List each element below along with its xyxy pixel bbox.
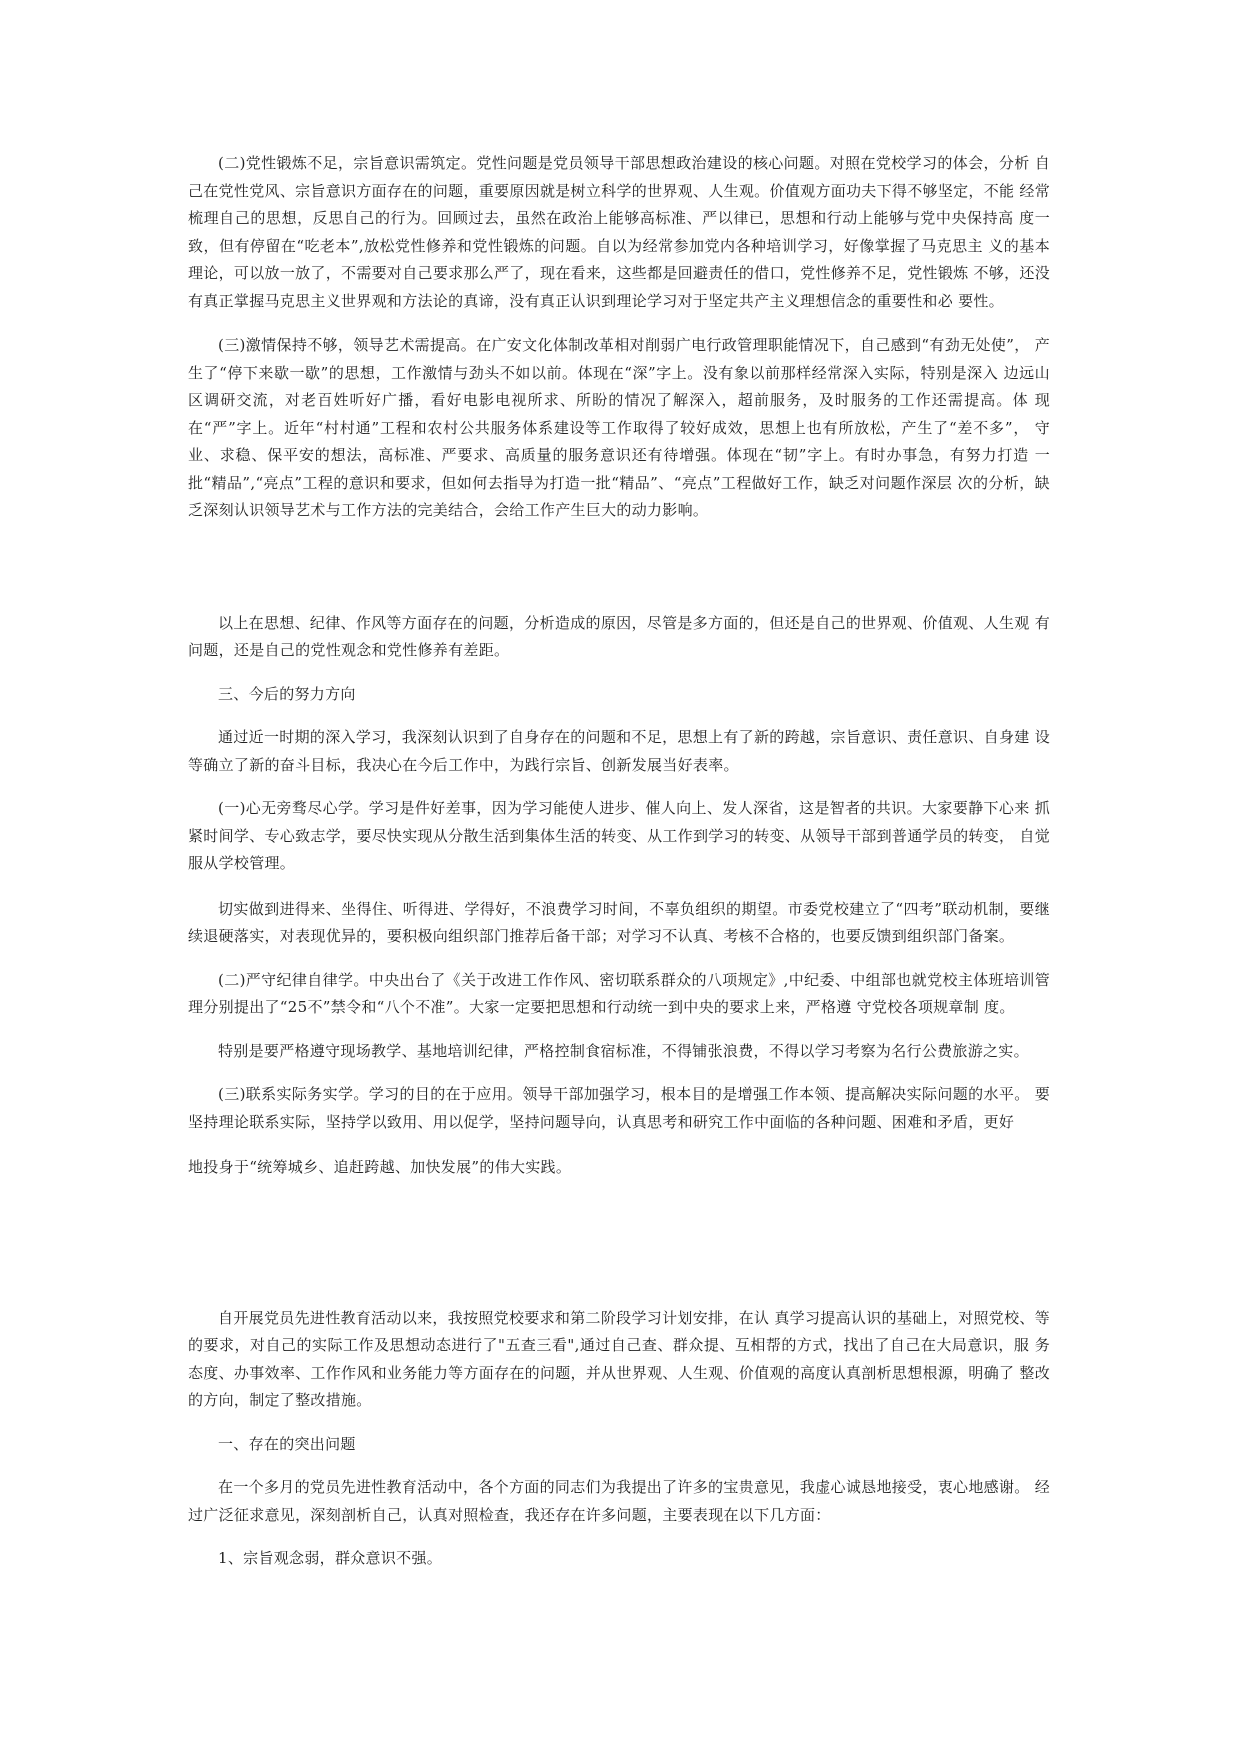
paragraph-summary: 以上在思想、纪律、作风等方面存在的问题，分析造成的原因，尽管是多方面的，但还是自己的世界观、价值观、人生观 有问题，还是自己的党性观念和党性修养有差距。 (188, 613, 1050, 659)
paragraph-discipline: (二)严守纪律自律学。中央出台了《关于改进工作作风、密切联系群众的八项规定》,中纪委、中组部也就党校主体班培训管理分别提出了“25不”禁令和“八个不准”。大家一定要把思想和行动统一到中央的要求上来，严格遵 守党校各项规章制 度。 (188, 970, 1050, 1016)
section-heading-existing-problems: 一、存在的突出问题 (218, 1434, 356, 1453)
paragraph-continuation: 地投身于“统筹城乡、追赶跨越、加快发展”的伟大实践。 (188, 1158, 572, 1176)
paragraph-practical-study: 切实做到进得来、坐得住、听得进、学得好，不浪费学习时间，不辜负组织的期望。市委党校建立了“四考”联动机制，要继续退硬落实，对表现优异的，要积极向组织部门推荐后备干部；对学习不认真、考核不合格的，也要反馈到组织部门备案。 (188, 899, 1050, 945)
paragraph-deep-study: 通过近一时期的深入学习，我深刻认识到了自身存在的问题和不足，思想上有了新的跨越，宗旨意识、责任意识、自身建 设等确立了新的奋斗目标，我决心在今后工作中，为践行宗旨、创新发展当好表率。 (188, 728, 1050, 774)
paragraph-opinions: 在一个多月的党员先进性教育活动中，各个方面的同志们为我提出了许多的宝贵意见，我虚心诚恳地接受，衷心地感谢。 经过广泛征求意见，深刻剖析自己，认真对照检查，我还存在许多问题，主要表现在以下几方面： (188, 1478, 1050, 1524)
paragraph-apply-practice: (三)联系实际务实学。学习的目的在于应用。领导干部加强学习，根本目的是增强工作本领、提高解决实际问题的水平。 要坚持理论联系实际，坚持学以致用、用以促学，坚持问题导向，认真思考和研究工作中面临的各种问题、困难和矛盾，更好 (188, 1085, 1050, 1131)
paragraph-focused-study: (一)心无旁骛尽心学。学习是件好差事，因为学习能使人进步、催人向上、发人深省，这是智者的共识。大家要静下心来 抓紧时间学、专心致志学，要尽快实现从分散生活到集体生活的转变、从工作到学习的转变、从领导干部到普通学员的转变， 自觉服从学校管理。 (188, 799, 1050, 872)
paragraph-passion: (三)激情保持不够，领导艺术需提高。在广安文化体制改革相对削弱广电行政管理职能情况下，自己感到“有劲无处使”， 产生了“停下来歇一歇”的思想，工作激情与劲头不如以前。体现在“深”字上。没有象以前那样经常深入实际，特别是深入 边远山区调研交流，对老百姓听好广播，看好电影电视所求、所盼的情况了解深入，超前服务，及时服务的工作还需提高。体 现在“严”字上。近年“村村通”工程和农村公共服务体系建设等工作取得了较好成效，思想上也有所放松，产生了“差不多”， 守业、求稳、保平安的想法，高标准、严要求、高质量的服务意识还有待增强。体现在“韧”字上。有时办事急，有努力打造 一批“精品”,“亮点”工程的意识和要求，但如何去指导为打造一批“精品”、“亮点”工程做好工作，缺乏对问题作深层 次的分析，缺乏深刻认识领导艺术与工作方法的完美结合，会给工作产生巨大的动力影响。 (188, 336, 1050, 519)
paragraph-education-activity: 自开展党员先进性教育活动以来，我按照党校要求和第二阶段学习计划安排，在认 真学习提高认识的基础上，对照党校、等 的要求，对自己的实际工作及思想动态进行了"五查三看",通过自己查、群众提、互相帮的方式，找出了自己在大局意识，服 务态度、办事效率、工作作风和业务能力等方面存在的问题，并从世界观、人生观、价值观的高度认真剖析思想根源，明确了 整改的方向，制定了整改措施。 (188, 1308, 1050, 1409)
paragraph-strict-rules: 特别是要严格遵守现场教学、基地培训纪律，严格控制食宿标准，不得铺张浪费，不得以学习考察为名行公费旅游之实。 (218, 1041, 1029, 1060)
paragraph-party-spirit: (二)党性锻炼不足，宗旨意识需筑定。党性问题是党员领导干部思想政治建设的核心问题。对照在党校学习的体会，分析 自己在党性党风、宗旨意识方面存在的问题，重要原因就是树立科学的世界观、人生观。价值观方面功夫下得不够坚定，不能 经常梳理自己的思想，反思自己的行为。回顾过去，虽然在政治上能够高标准、严以律已，思想和行动上能够与党中央保持高 度一致，但有停留在“吃老本”,放松党性修养和党性锻炼的问题。自以为经常参加党内各种培训学习，好像掌握了马克思主 义的基本理论，可以放一放了，不需要对自己要求那么严了，现在看来，这些都是回避责任的借口，党性修养不足，党性锻炼 不够，还没有真正掌握马克思主义世界观和方法论的真谛，没有真正认识到理论学习对于坚定共产主义理想信念的重要性和必 要性。 (188, 154, 1050, 310)
section-heading-future-direction: 三、今后的努力方向 (218, 684, 356, 703)
paragraph-item-1: 1、宗旨观念弱，群众意识不强。 (218, 1549, 443, 1567)
document-body (188, 150, 1050, 1573)
